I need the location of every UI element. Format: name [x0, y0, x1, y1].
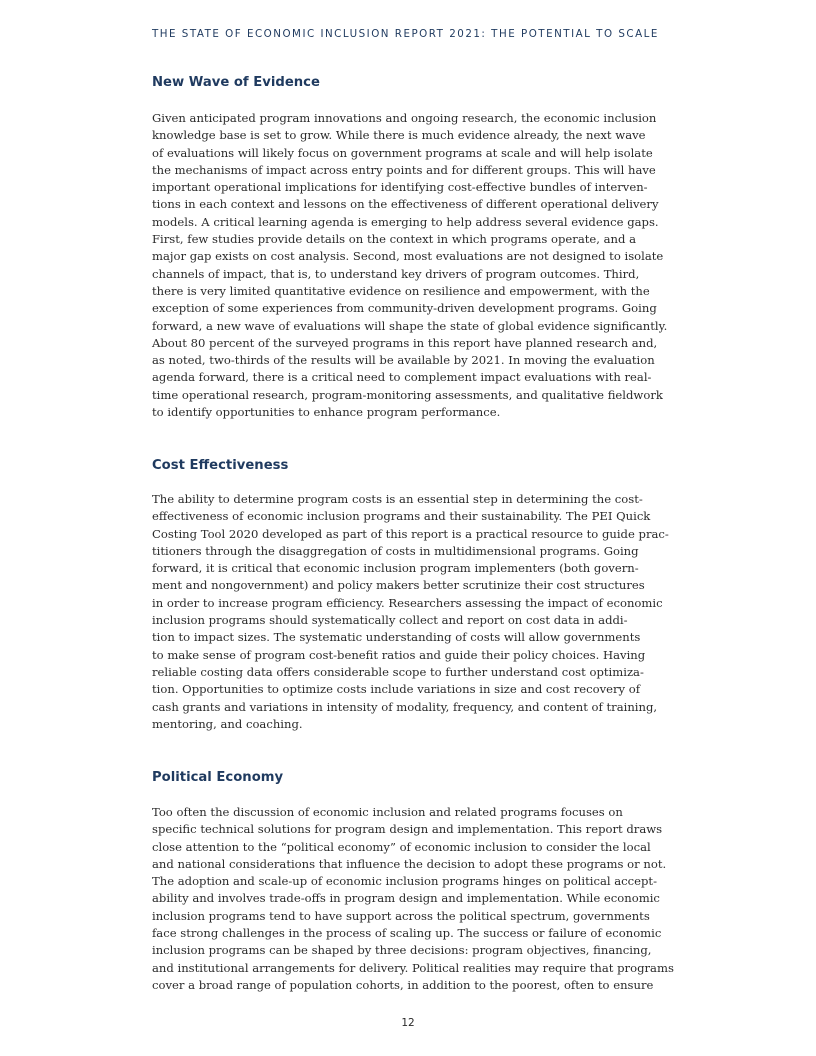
- paragraph-line: tion. Opportunities to optimize costs include variations in size and cost recovery of: [152, 682, 641, 697]
- section-heading-new-wave-of-evidence: New Wave of Evidence: [152, 75, 320, 90]
- paragraph-line: and institutional arrangements for delivery. Political realities may require that programs: [152, 960, 674, 975]
- paragraph-line: agenda forward, there is a critical need to complement impact evaluations with real-: [152, 370, 652, 385]
- paragraph-line: titioners through the disaggregation of costs in multidimensional programs. Going: [152, 543, 639, 558]
- paragraph-line: in order to increase program efficiency. Researchers assessing the impact of economic: [152, 595, 663, 610]
- paragraph-cost-effectiveness: [152, 491, 672, 733]
- paragraph-line: inclusion programs should systematically collect and report on cost data in addi-: [152, 613, 628, 628]
- paragraph-line: cash grants and variations in intensity of modality, frequency, and content of training,: [152, 699, 658, 714]
- paragraph-line: mentoring, and coaching.: [152, 716, 303, 731]
- paragraph-new-wave-of-evidence: [152, 110, 672, 421]
- paragraph-line: inclusion programs tend to have support across the political spectrum, governments: [152, 908, 650, 923]
- paragraph-line: important operational implications for identifying cost-effective bundles of interven-: [152, 180, 648, 195]
- section-heading-cost-effectiveness: Cost Effectiveness: [152, 458, 289, 473]
- paragraph-line: forward, a new wave of evaluations will shape the state of global evidence significantly.: [152, 318, 668, 333]
- paragraph-line: and national considerations that influence the decision to adopt these programs or not.: [152, 856, 667, 871]
- paragraph-line: to identify opportunities to enhance program performance.: [152, 405, 501, 420]
- paragraph-line: ment and nongovernment) and policy makers better scrutinize their cost structures: [152, 578, 645, 593]
- paragraph-line: tions in each context and lessons on the effectiveness of different operational delivery: [152, 197, 659, 212]
- paragraph-line: About 80 percent of the surveyed programs in this report have planned research and,: [152, 335, 658, 350]
- paragraph-line: exception of some experiences from community-driven development programs. Going: [152, 301, 657, 316]
- section-heading-political-economy: Political Economy: [152, 770, 284, 785]
- paragraph-line: The ability to determine program costs is an essential step in determining the cost-: [152, 492, 643, 506]
- paragraph-line: Costing Tool 2020 developed as part of this report is a practical resource to guide prac-: [152, 526, 669, 541]
- paragraph-line: Too often the discussion of economic inclusion and related programs focuses on: [152, 805, 623, 819]
- page-number: 12: [401, 1017, 415, 1029]
- running-header: THE STATE OF ECONOMIC INCLUSION REPORT 2021: THE POTENTIAL TO SCALE: [152, 28, 659, 40]
- paragraph-line: The adoption and scale-up of economic inclusion programs hinges on political accept-: [152, 874, 658, 889]
- paragraph-line: knowledge base is set to grow. While there is much evidence already, the next wave: [152, 128, 646, 143]
- paragraph-line: face strong challenges in the process of scaling up. The success or failure of economic: [152, 926, 662, 941]
- paragraph-line: to make sense of program cost-benefit ratios and guide their policy choices. Having: [152, 647, 646, 662]
- paragraph-line: as noted, two-thirds of the results will be available by 2021. In moving the evaluation: [152, 353, 655, 368]
- paragraph-line: effectiveness of economic inclusion programs and their sustainability. The PEI Quick: [152, 509, 651, 524]
- paragraph-line: models. A critical learning agenda is emerging to help address several evidence gaps.: [152, 214, 659, 229]
- paragraph-political-economy: [152, 804, 672, 994]
- paragraph-line: specific technical solutions for program design and implementation. This report draws: [152, 822, 663, 837]
- paragraph-line: tion to impact sizes. The systematic understanding of costs will allow governments: [152, 630, 641, 645]
- paragraph-line: Given anticipated program innovations and ongoing research, the economic inclusion: [152, 111, 657, 125]
- paragraph-line: inclusion programs can be shaped by three decisions: program objectives, financing,: [152, 943, 652, 958]
- paragraph-line: forward, it is critical that economic inclusion program implementers (both govern-: [152, 561, 639, 576]
- paragraph-line: close attention to the “political economy” of economic inclusion to consider the local: [152, 839, 651, 854]
- paragraph-line: of evaluations will likely focus on government programs at scale and will help isolate: [152, 145, 653, 160]
- paragraph-line: ability and involves trade-offs in program design and implementation. While economic: [152, 891, 660, 906]
- paragraph-line: channels of impact, that is, to understand key drivers of program outcomes. Third,: [152, 266, 640, 281]
- paragraph-line: reliable costing data offers considerable scope to further understand cost optimiza-: [152, 664, 644, 679]
- paragraph-line: First, few studies provide details on the context in which programs operate, and a: [152, 232, 637, 247]
- paragraph-line: time operational research, program-monitoring assessments, and qualitative fieldwork: [152, 387, 663, 402]
- paragraph-line: there is very limited quantitative evidence on resilience and empowerment, with the: [152, 283, 650, 298]
- paragraph-line: major gap exists on cost analysis. Second, most evaluations are not designed to isolate: [152, 249, 664, 264]
- paragraph-line: cover a broad range of population cohorts, in addition to the poorest, often to ensure: [152, 977, 654, 992]
- paragraph-line: the mechanisms of impact across entry points and for different groups. This will have: [152, 162, 656, 177]
